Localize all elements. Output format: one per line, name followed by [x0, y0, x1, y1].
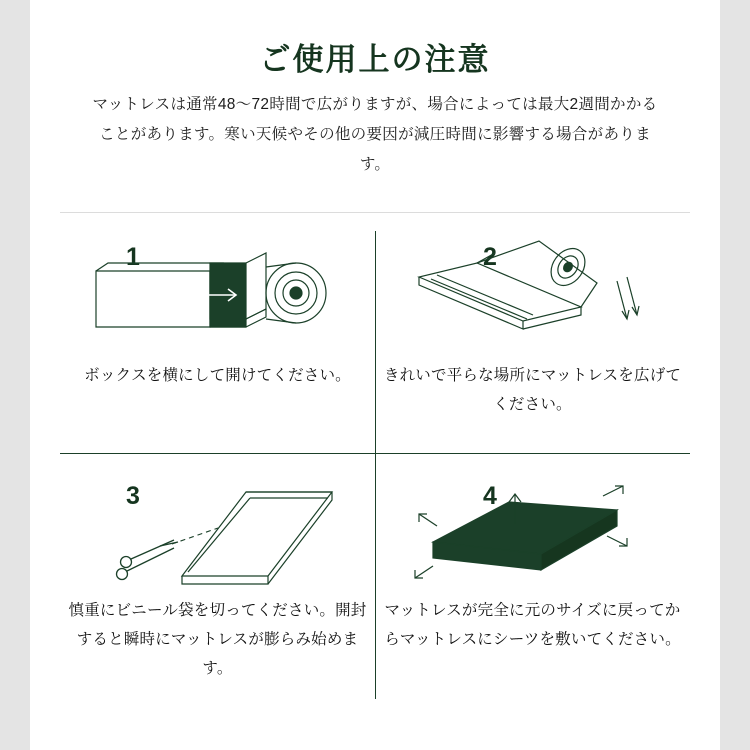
- step-item-1: [60, 213, 375, 453]
- mattress-expand-icon: [375, 480, 690, 595]
- step-caption-1: ボックスを横にして開けてください。: [84, 367, 351, 384]
- steps-grid: [60, 212, 690, 717]
- content-card: [30, 0, 720, 750]
- step-number-2: 2: [483, 243, 497, 271]
- step-caption-2: きれいで平らな場所にマットレスを広げてください。: [383, 367, 682, 413]
- page-title: ご使用上の注意: [259, 42, 491, 77]
- step-number-4: 4: [483, 482, 497, 510]
- step-item-2: [375, 213, 690, 453]
- step-item-3: [60, 454, 375, 694]
- step-item-4: [375, 454, 690, 694]
- intro-text: マットレスは通常48〜72時間で広がりますが、場合によっては最大2週間かかることがあります。寒い天候やその他の要因が減圧時間に影響する場合があります。: [92, 96, 658, 173]
- box-open-horizontal-icon: [60, 239, 375, 354]
- step-caption-3: 慎重にビニール袋を切ってください。開封すると瞬時にマットレスが膨らみ始めます。: [68, 602, 367, 677]
- step-number-3: 3: [126, 482, 140, 510]
- step-caption-4: マットレスが完全に元のサイズに戻ってからマットレスにシーツを敷いてください。: [384, 602, 681, 648]
- mattress-unroll-icon: [375, 239, 690, 354]
- scissors-cut-bag-icon: [60, 480, 375, 595]
- step-number-1: 1: [126, 243, 140, 271]
